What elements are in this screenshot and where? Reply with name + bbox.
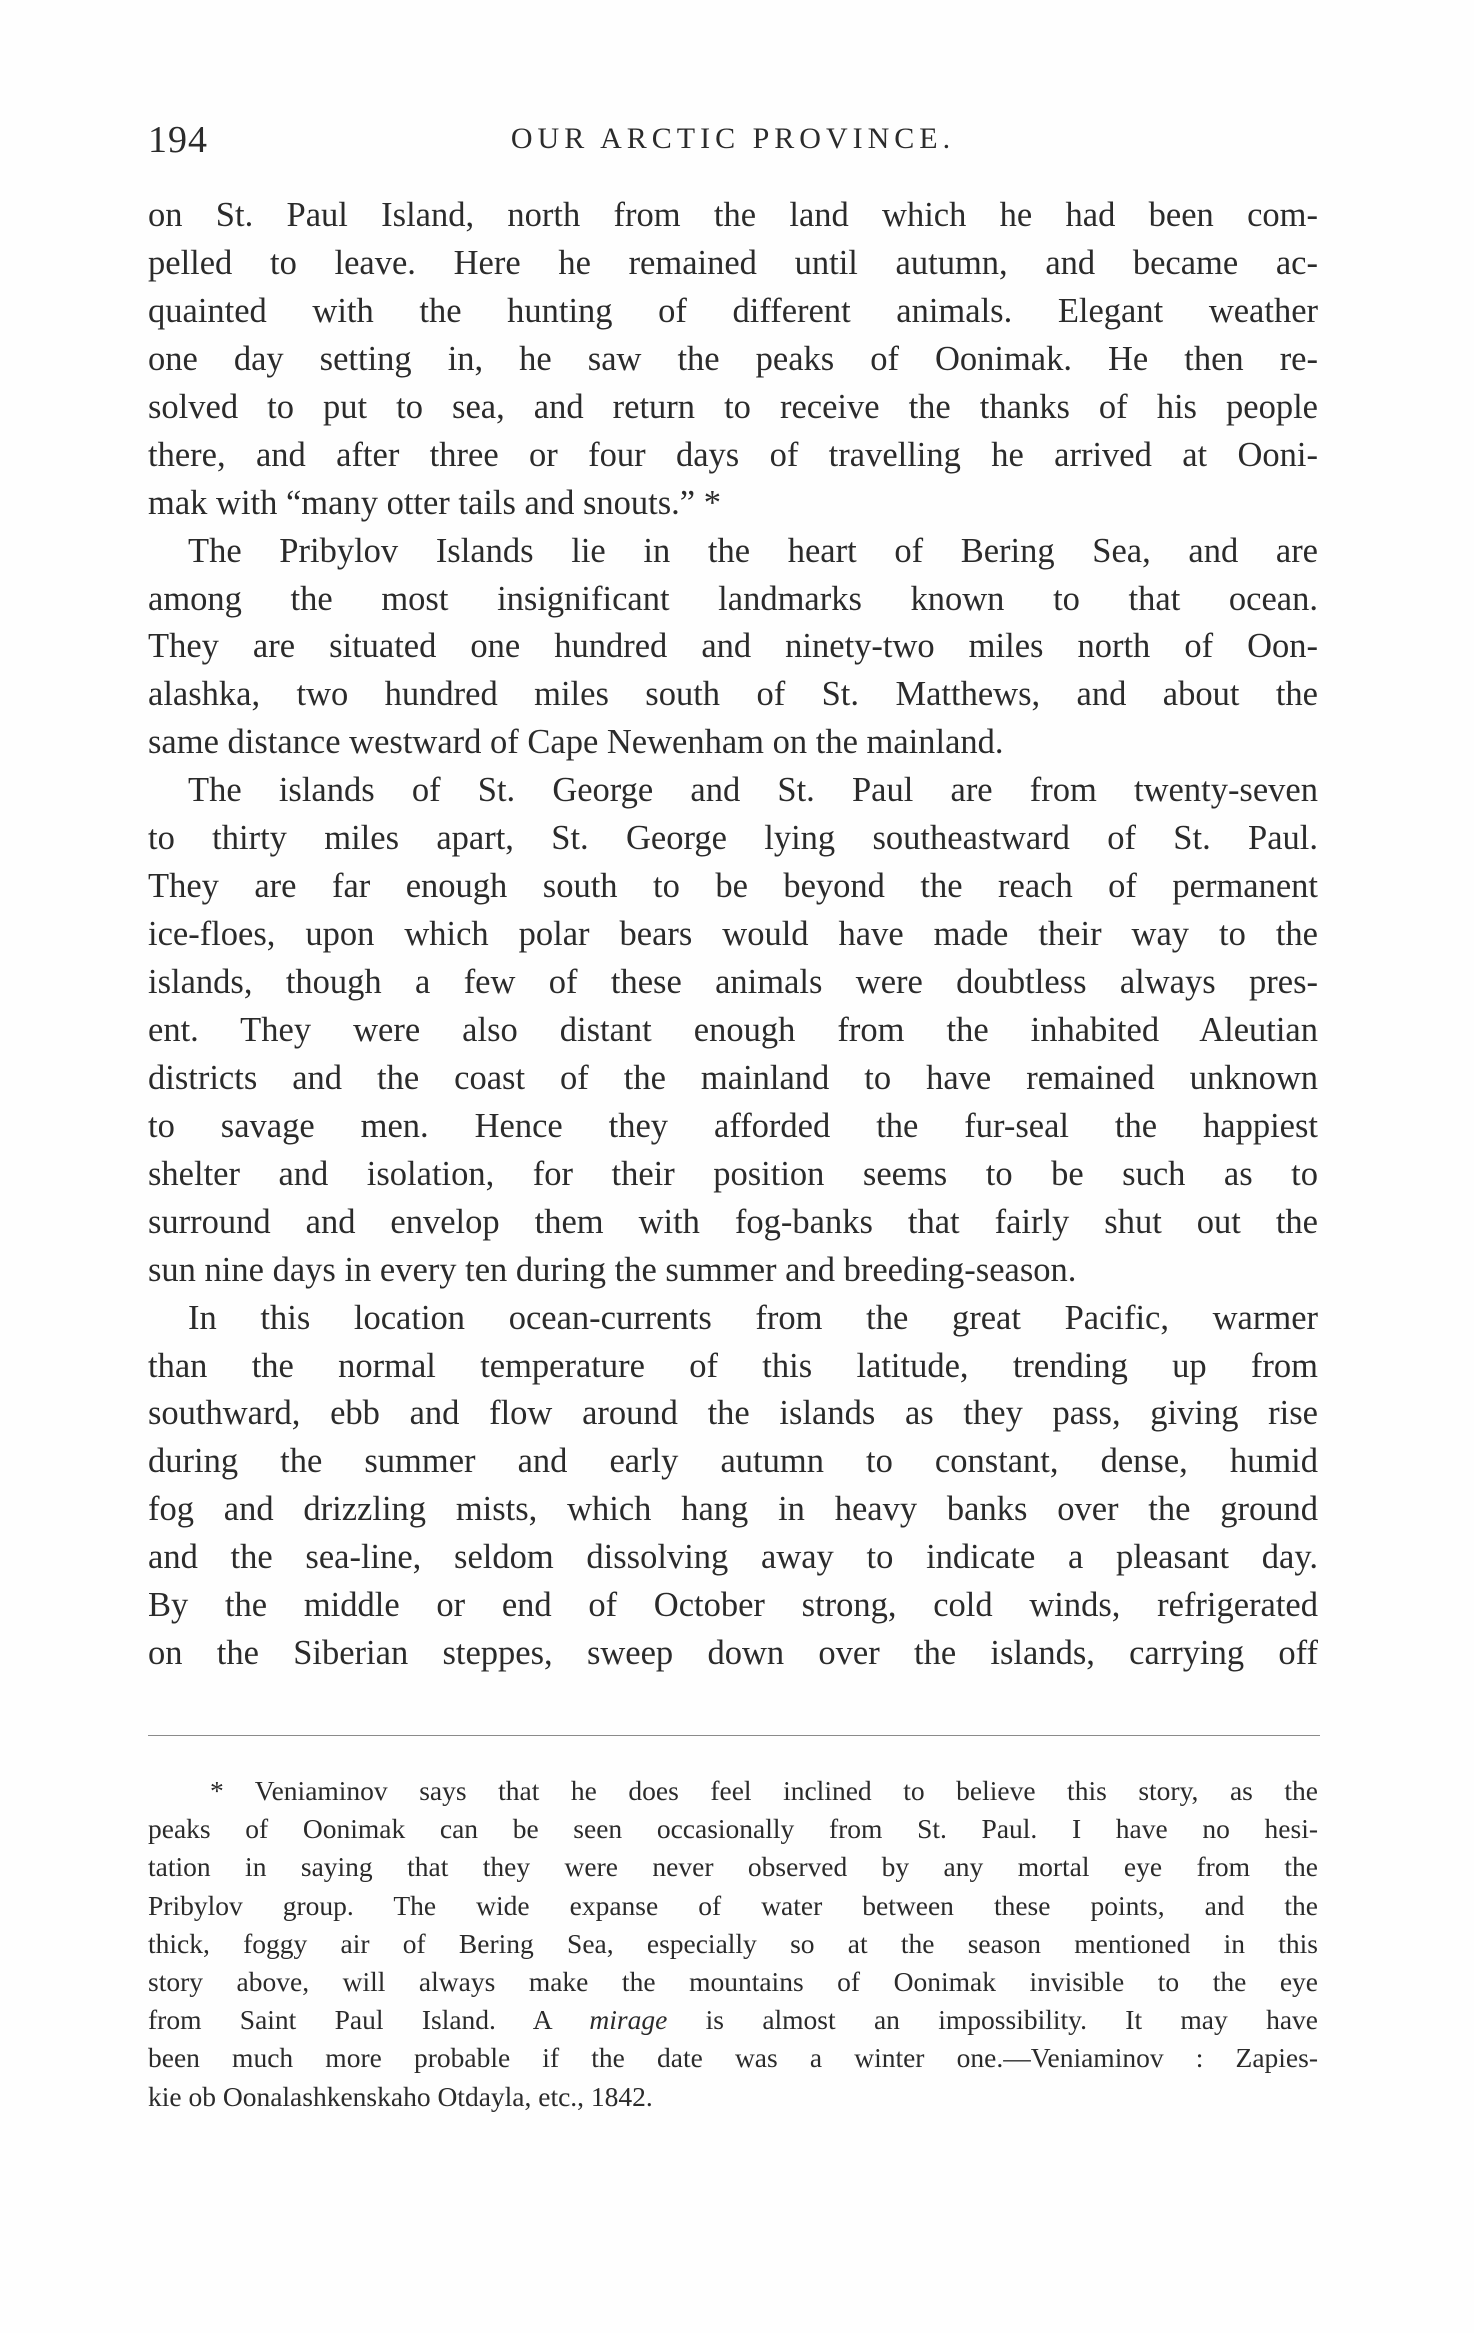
text-line: solved to put to sea, and return to receive the thanks of his people bbox=[148, 387, 1318, 426]
footnote-line: thick, foggy air of Bering Sea, especially so at the season mentioned in this bbox=[148, 1927, 1318, 1959]
text-line: on the Siberian steppes, sweep down over the islands, carrying off bbox=[148, 1634, 1318, 1673]
text-line: ent. They were also distant enough from the inhabited Aleutian bbox=[148, 1010, 1318, 1049]
footnote-text: is almost an impossibility. It may have bbox=[667, 2004, 1318, 2036]
text-line: sun nine days in every ten during the summer and breeding-season. bbox=[148, 1250, 1077, 1289]
text-line: shelter and isolation, for their position seems to be such as to bbox=[148, 1154, 1318, 1193]
text-line: pelled to leave. Here he remained until autumn, and became ac- bbox=[148, 243, 1318, 282]
text-line: districts and the coast of the mainland to have remained unknown bbox=[148, 1058, 1318, 1097]
text-line: The Pribylov Islands lie in the heart of Bering Sea, and are bbox=[188, 531, 1318, 570]
footnote-text: from Saint Paul Island. A bbox=[148, 2004, 590, 2036]
text-line: to savage men. Hence they afforded the fur-seal the happiest bbox=[148, 1106, 1318, 1145]
text-line: ice-floes, upon which polar bears would have made their way to the bbox=[148, 915, 1318, 954]
text-line: The islands of St. George and St. Paul are from twenty-seven bbox=[188, 771, 1318, 810]
running-head: OUR ARCTIC PROVINCE. bbox=[510, 122, 956, 155]
text-line: islands, though a few of these animals were doubtless always pres- bbox=[148, 963, 1318, 1001]
footnote-line: tation in saying that they were never observed by any mortal eye from the bbox=[148, 1851, 1318, 1883]
text-line: there, and after three or four days of travelling he arrived at Ooni- bbox=[148, 435, 1318, 474]
text-line: than the normal temperature of this latitude, trending up from bbox=[148, 1346, 1318, 1385]
page-header bbox=[148, 118, 1318, 168]
footnote-line: * Veniaminov says that he does feel inclined to believe this story, as the bbox=[210, 1775, 1318, 1806]
text-line: to thirty miles apart, St. George lying southeastward of St. Paul. bbox=[148, 819, 1318, 858]
text-line: By the middle or end of October strong, cold winds, refrigerated bbox=[148, 1586, 1318, 1625]
text-line: fog and drizzling mists, which hang in heavy banks over the ground bbox=[148, 1490, 1318, 1529]
text-line: They are far enough south to be beyond the reach of permanent bbox=[148, 867, 1318, 906]
text-line: on St. Paul Island, north from the land which he had been com- bbox=[148, 196, 1318, 234]
text-line: mak with “many otter tails and snouts.” * bbox=[148, 483, 721, 522]
footnote-line: story above, will always make the mountains of Oonimak invisible to the eye bbox=[148, 1965, 1318, 1997]
text-line: They are situated one hundred and ninety-two miles north of Oon- bbox=[148, 627, 1318, 666]
text-line: same distance westward of Cape Newenham on the mainland. bbox=[148, 723, 1004, 762]
text-line: surround and envelop them with fog-banks that fairly shut out the bbox=[148, 1202, 1318, 1241]
footnote-italic-word: mirage bbox=[589, 2004, 668, 2036]
footnote-line: peaks of Oonimak can be seen occasionally from St. Paul. I have no hesi- bbox=[148, 1813, 1318, 1845]
page-number: 194 bbox=[148, 119, 208, 161]
footnote bbox=[148, 1772, 1318, 2116]
text-line: during the summer and early autumn to constant, dense, humid bbox=[148, 1442, 1318, 1481]
footnote-line: been much more probable if the date was a winter one.—Veniaminov : Zapies- bbox=[148, 2042, 1318, 2074]
text-line: In this location ocean-currents from the great Pacific, warmer bbox=[188, 1298, 1318, 1337]
body-text bbox=[148, 192, 1318, 1678]
text-line: quainted with the hunting of different animals. Elegant weather bbox=[148, 291, 1318, 330]
text-line: among the most insignificant landmarks known to that ocean. bbox=[148, 579, 1318, 618]
text-line: and the sea-line, seldom dissolving away to indicate a pleasant day. bbox=[148, 1538, 1318, 1577]
footnote-line bbox=[148, 2001, 1318, 2039]
footnote-line: kie ob Oonalashkenskaho Otdayla, etc., 1842. bbox=[148, 2080, 653, 2112]
text-line: one day setting in, he saw the peaks of Oonimak. He then re- bbox=[148, 339, 1318, 378]
footnote-line: Pribylov group. The wide expanse of water between these points, and the bbox=[148, 1889, 1318, 1921]
footnote-divider bbox=[148, 1735, 1320, 1736]
text-line: alashka, two hundred miles south of St. Matthews, and about the bbox=[148, 675, 1318, 714]
text-line: southward, ebb and flow around the islands as they pass, giving rise bbox=[148, 1394, 1318, 1433]
